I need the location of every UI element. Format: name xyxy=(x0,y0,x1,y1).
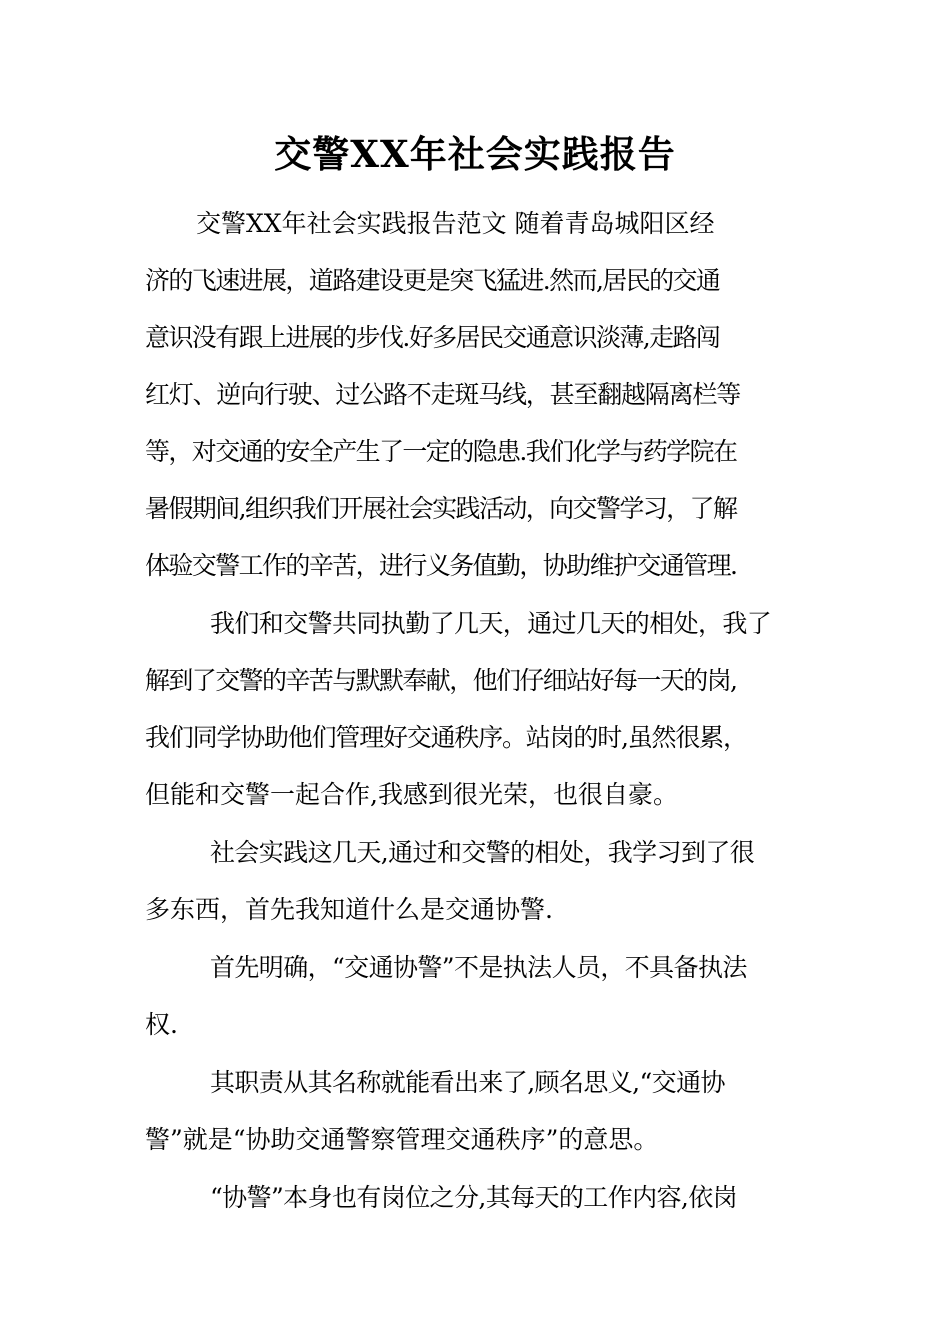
body-line-8: 我们和交警共同执勤了几天，通过几天的相处，我了 xyxy=(210,609,772,638)
body-line-1: 交警XX年社会实践报告范文 随着青岛城阳区经 xyxy=(196,209,715,238)
body-line-10: 我们同学协助他们管理好交通秩序。站岗的时,虽然很累， xyxy=(145,723,747,752)
body-line-4: 红灯、逆向行驶、过公路不走斑马线，甚至翻越隔离栏等 xyxy=(145,380,741,409)
body-line-2: 济的飞速进展，道路建设更是突飞猛进.然而,居民的交通 xyxy=(145,266,720,295)
body-line-17: 警”就是“协助交通警察管理交通秩序”的意思。 xyxy=(145,1125,659,1154)
document-title: 交警XX年社会实践报告 xyxy=(274,132,676,176)
body-line-14: 首先明确，“交通协警”不是执法人员，不具备执法 xyxy=(210,953,747,982)
body-line-15: 权. xyxy=(145,1010,178,1039)
body-line-11: 但能和交警一起合作,我感到很光荣，也很自豪。 xyxy=(145,780,678,809)
body-line-9: 解到了交警的辛苦与默默奉献，他们仔细站好每一天的岗, xyxy=(145,666,737,695)
body-line-7: 体验交警工作的辛苦，进行义务值勤，协助维护交通管理. xyxy=(145,551,737,580)
body-line-3: 意识没有跟上进展的步伐.好多居民交通意识淡薄,走路闯 xyxy=(145,323,720,352)
body-line-6: 暑假期间,组织我们开展社会实践活动，向交警学习，了解 xyxy=(145,494,737,523)
body-line-12: 社会实践这几天,通过和交警的相处，我学习到了很 xyxy=(210,838,755,867)
body-line-5: 等，对交通的安全产生了一定的隐患.我们化学与药学院在 xyxy=(145,437,737,466)
body-line-18: “协警”本身也有岗位之分,其每天的工作内容,依岗 xyxy=(210,1183,738,1212)
body-line-16: 其职责从其名称就能看出来了,顾名思义,“交通协 xyxy=(210,1068,725,1097)
body-line-13: 多东西，首先我知道什么是交通协警. xyxy=(145,895,553,924)
